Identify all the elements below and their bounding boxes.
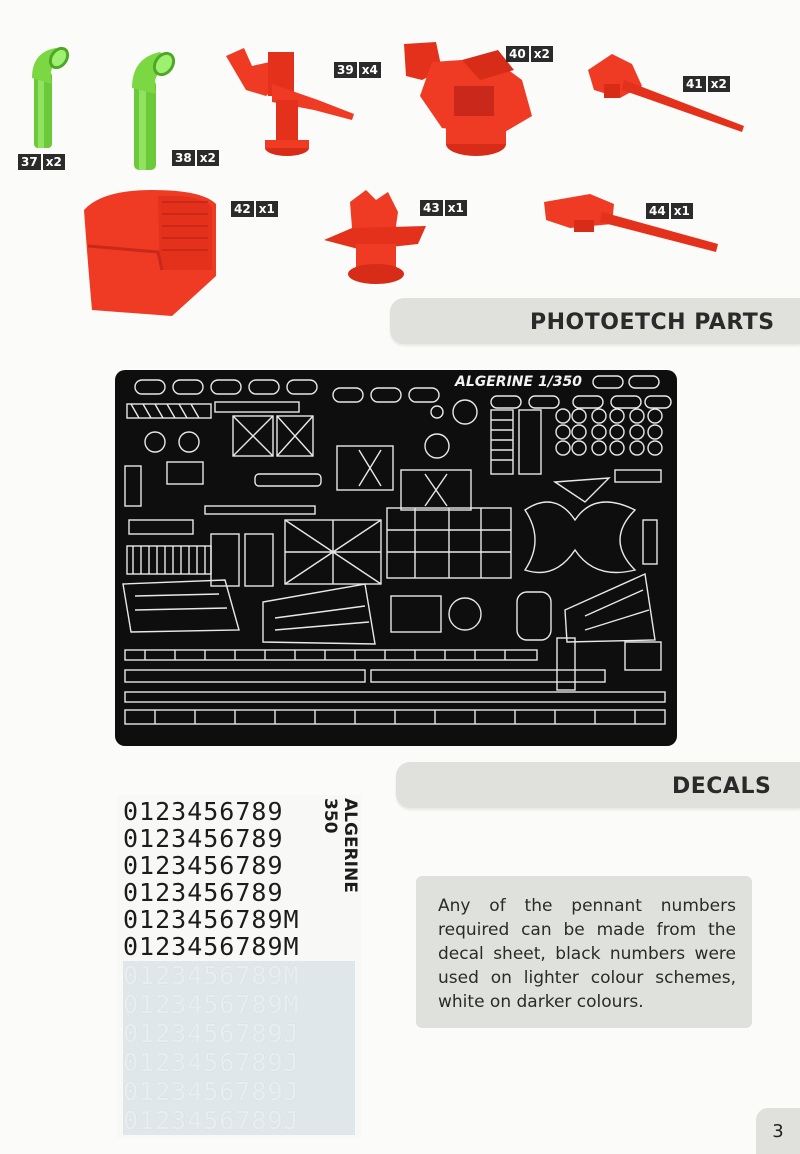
decal-row-black-3: 0123456789 bbox=[123, 851, 284, 880]
decal-row-black-4: 0123456789 bbox=[123, 878, 284, 907]
part-37-vent-green bbox=[26, 44, 70, 150]
part-41-gun-barrel bbox=[584, 50, 748, 136]
part-43-label: 43 x1 bbox=[420, 200, 467, 216]
part-38-vent-green bbox=[130, 50, 176, 172]
decal-side-label: ALGERINE 350 bbox=[320, 798, 360, 893]
decal-row-white-2: 0123456789M bbox=[123, 990, 355, 1019]
part-42-label: 42 x1 bbox=[231, 201, 278, 217]
decal-row-white-4: 0123456789J bbox=[123, 1048, 355, 1077]
decal-sheet bbox=[117, 795, 361, 1138]
decal-note bbox=[416, 876, 752, 1028]
decal-row-white-1: 0123456789M bbox=[123, 961, 355, 990]
part-37-label: 37 x2 bbox=[18, 154, 65, 170]
page-number: 3 bbox=[756, 1108, 800, 1154]
part-42-gun-shield bbox=[82, 186, 222, 324]
decal-row-white-3: 0123456789J bbox=[123, 1019, 355, 1048]
decals-title: DECALS bbox=[672, 774, 772, 799]
photoetch-fret-drawing bbox=[115, 370, 677, 746]
decal-row-black-5: 0123456789M bbox=[123, 905, 300, 934]
part-41-label: 41 x2 bbox=[683, 76, 730, 92]
part-44-gun-barrel bbox=[542, 192, 720, 258]
part-44-label: 44 x1 bbox=[646, 203, 693, 219]
part-39-label: 39 x4 bbox=[334, 62, 381, 78]
fret-title: ALGERINE 1/350 bbox=[455, 374, 583, 390]
photoetch-title: PHOTOETCH PARTS bbox=[530, 310, 775, 335]
decal-row-white-5: 0123456789J bbox=[123, 1077, 355, 1106]
decal-row-black-2: 0123456789 bbox=[123, 824, 284, 853]
part-40-label: 40 x2 bbox=[506, 46, 553, 62]
decal-row-black-1: 0123456789 bbox=[123, 797, 284, 826]
decal-row-black-6: 0123456789M bbox=[123, 932, 300, 961]
part-43-mount-base bbox=[322, 188, 428, 290]
decal-row-white-6: 0123456789J bbox=[123, 1106, 355, 1135]
part-38-label: 38 x2 bbox=[172, 150, 219, 166]
decal-note-text: Any of the pennant numbers required can be made from the decal sheet, black numbers were used on lighter colour schemes, white on darker colours. bbox=[438, 896, 736, 1012]
photoetch-fret bbox=[115, 370, 677, 746]
